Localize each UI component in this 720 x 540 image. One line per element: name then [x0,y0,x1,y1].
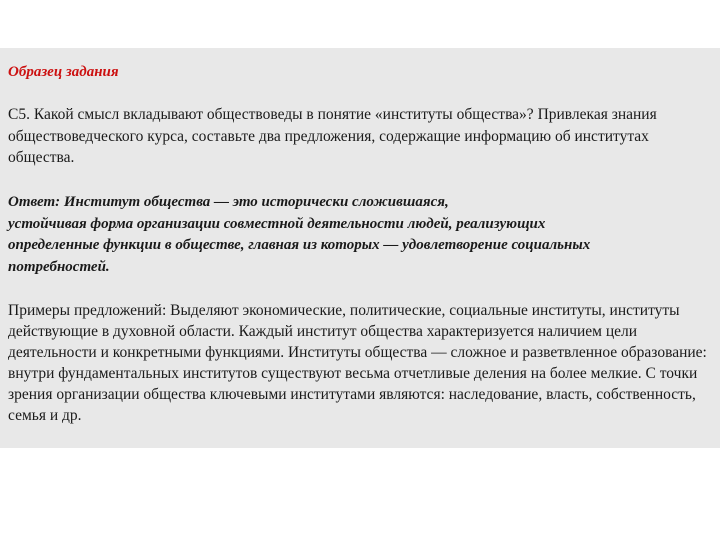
answer-block [8,192,712,278]
answer-line: определенные функции в обществе, главная из которых — удовлетворение социальных [8,237,591,253]
answer-line: устойчивая форма организации совместной деятельности людей, реализующих [8,215,546,232]
task-question: С5. Какой смысл вкладывают обществоведы в понятие «институты общества»? Привлекая знания обществоведческого курса, составьте два предложения, содержащие информацию об институтах общества. [8,106,657,166]
example-sentences: Примеры предложений: Выделяют экономические, политические, социальные институты, институты действующие в духовной области. Каждый институт общества характеризуется наличием цели деятельности и конкретными функциями. Институты общества — сложное и разветвленное образование: внутри фундаментальных институтов существуют весьма отчетливые деления на более мелкие. С точки зрения организации общества ключевыми институтами являются: наследование, власть, собственность, семья и др. [8,302,707,424]
answer-line: потребностей. [8,258,110,275]
answer-line: Ответ: Институт общества — это исторически сложившаяся, [8,194,449,210]
section-heading: Образец задания [8,64,119,80]
slide-panel [0,48,720,448]
